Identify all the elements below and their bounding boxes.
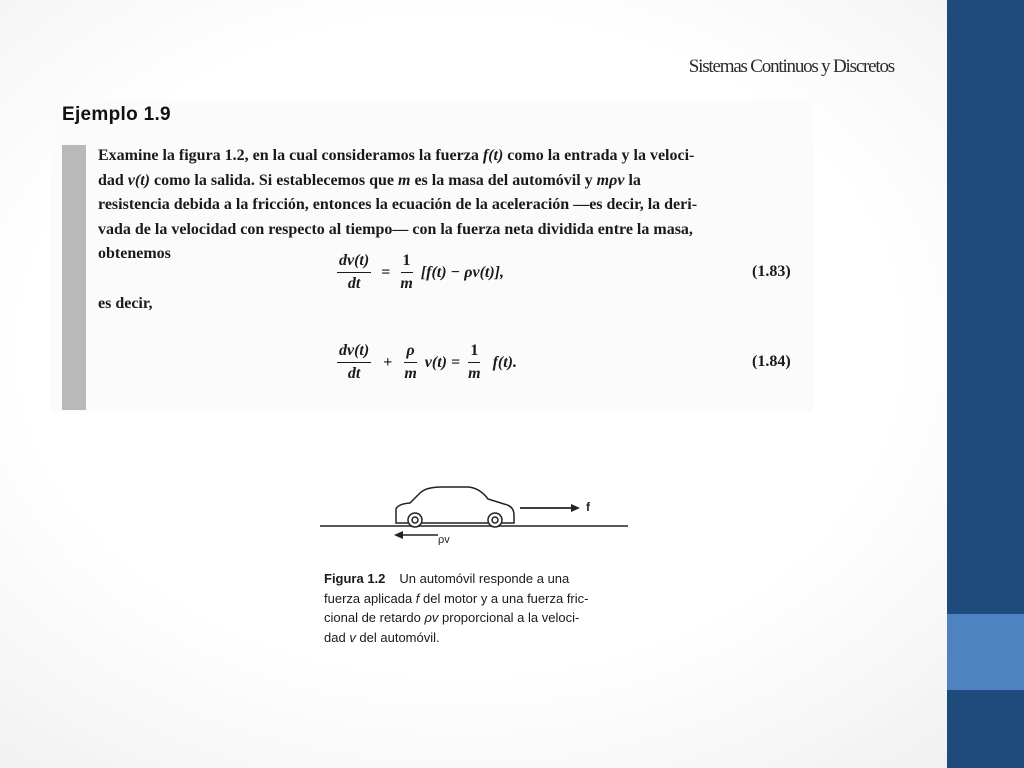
fraction bbox=[337, 252, 371, 293]
denominator: dt bbox=[347, 275, 361, 292]
force-arrowhead bbox=[571, 504, 580, 512]
scan-margin-bar bbox=[62, 145, 86, 410]
example-paragraph bbox=[98, 144, 802, 267]
denominator: m bbox=[404, 365, 417, 382]
equation-number: (1.83) bbox=[752, 263, 791, 280]
paragraph-line: dad v(t) como la salida. Si establecemos que m es la masa del automóvil y mρv la bbox=[98, 171, 641, 189]
italic-math-term: v(t) bbox=[127, 171, 150, 189]
numerator: 1 bbox=[468, 342, 480, 363]
car-icon bbox=[396, 487, 514, 527]
denominator: m bbox=[468, 365, 481, 382]
caption-line: fuerza aplicada f del motor y a una fuerza fric- bbox=[324, 590, 589, 606]
equation-number: (1.84) bbox=[752, 353, 791, 370]
equation-term: [f(t) − ρv(t)], bbox=[420, 263, 505, 281]
denominator: dt bbox=[347, 365, 361, 382]
friction-label: ρv bbox=[438, 534, 450, 545]
italic-math-term: m bbox=[398, 171, 411, 189]
paragraph-line: obtenemos bbox=[98, 245, 171, 262]
force-label: f bbox=[586, 500, 590, 514]
equals-sign: = bbox=[381, 263, 391, 281]
denominator: m bbox=[400, 275, 413, 292]
connector-text: es decir, bbox=[98, 295, 153, 312]
sidebar-accent-block bbox=[947, 614, 1024, 690]
scanned-textbook-excerpt bbox=[50, 100, 813, 412]
equation-term: v(t) = bbox=[424, 353, 461, 371]
paragraph-line: resistencia debida a la fricción, entonces la ecuación de la aceleración —es decir, la deri- bbox=[98, 196, 698, 213]
fraction bbox=[337, 342, 371, 383]
caption-line: cional de retardo ρv proporcional a la veloci- bbox=[324, 610, 580, 625]
caption-line: dad v del automóvil. bbox=[324, 629, 440, 645]
caption-label: Figura 1.2 bbox=[324, 571, 386, 586]
italic-math-term: f bbox=[415, 590, 420, 606]
example-title: Ejemplo 1.9 bbox=[62, 104, 171, 125]
fraction bbox=[400, 252, 412, 293]
equation-term: f(t). bbox=[492, 353, 517, 371]
friction-arrowhead bbox=[394, 531, 403, 539]
slide-title: Sistemas Continuos y Discretos bbox=[688, 56, 894, 77]
plus-sign: + bbox=[383, 353, 393, 371]
fraction bbox=[468, 342, 480, 383]
figure-caption bbox=[324, 569, 624, 647]
numerator: dv(t) bbox=[337, 252, 371, 273]
caption-line bbox=[324, 569, 624, 589]
numerator: 1 bbox=[401, 252, 413, 273]
caption-text: Un automóvil responde a una bbox=[399, 571, 570, 586]
car-diagram bbox=[318, 485, 630, 545]
numerator: ρ bbox=[404, 342, 416, 363]
equation-1-83 bbox=[333, 252, 504, 293]
numerator: dv(t) bbox=[337, 342, 371, 363]
italic-math-term: f(t) bbox=[482, 147, 504, 164]
italic-math-term: v bbox=[349, 629, 356, 645]
paragraph-line: Examine la figura 1.2, en la cual consideramos la fuerza f(t) como la entrada y la veloci- bbox=[98, 147, 695, 164]
fraction bbox=[404, 342, 416, 383]
equation-1-84 bbox=[333, 342, 517, 383]
italic-math-term: mρv bbox=[596, 171, 625, 189]
paragraph-line: vada de la velocidad con respecto al tiempo— con la fuerza neta dividida entre la masa, bbox=[98, 220, 693, 238]
italic-math-term: ρv bbox=[424, 610, 439, 625]
